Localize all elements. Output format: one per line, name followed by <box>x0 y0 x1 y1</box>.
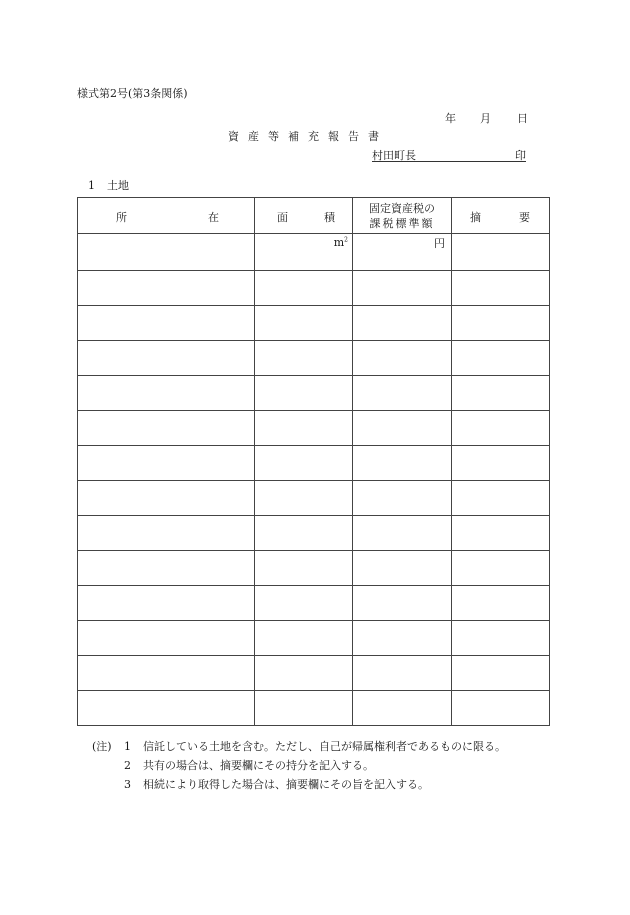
location-cell[interactable] <box>78 376 255 411</box>
location-cell[interactable] <box>78 656 255 691</box>
remarks-cell[interactable] <box>452 691 550 726</box>
header-tax-line2: 課税標準額 <box>369 216 435 230</box>
header-location <box>78 198 255 234</box>
note-text: 相続により取得した場合は、摘要欄にその旨を記入する。 <box>143 778 429 791</box>
tax-base-cell[interactable] <box>353 411 452 446</box>
unit-yen: 円 <box>434 237 445 250</box>
remarks-cell[interactable] <box>452 516 550 551</box>
location-cell[interactable] <box>78 234 255 271</box>
header-tax-base <box>353 198 452 234</box>
notes-lead: (注) <box>92 740 112 753</box>
note-text: 信託している土地を含む。ただし、自己が帰属権利者であるものに限る。 <box>143 740 506 753</box>
tax-base-cell[interactable] <box>353 481 452 516</box>
remarks-cell[interactable] <box>452 481 550 516</box>
remarks-cell[interactable] <box>452 551 550 586</box>
location-cell[interactable] <box>78 446 255 481</box>
section-label: 土地 <box>107 179 129 192</box>
location-cell[interactable] <box>78 621 255 656</box>
remarks-cell[interactable] <box>452 656 550 691</box>
area-cell[interactable] <box>255 656 353 691</box>
table-row <box>78 271 550 306</box>
location-cell[interactable] <box>78 551 255 586</box>
area-cell[interactable] <box>255 551 353 586</box>
date-line <box>445 110 528 126</box>
area-cell[interactable] <box>255 586 353 621</box>
tax-base-cell[interactable] <box>353 306 452 341</box>
location-cell[interactable] <box>78 411 255 446</box>
header-location-a: 所 <box>116 211 127 224</box>
area-cell[interactable] <box>255 516 353 551</box>
remarks-cell[interactable] <box>452 586 550 621</box>
header-area-a: 面 <box>277 211 288 224</box>
table-row <box>78 306 550 341</box>
header-remarks <box>452 198 550 234</box>
remarks-cell[interactable] <box>452 446 550 481</box>
location-cell[interactable] <box>78 691 255 726</box>
location-cell[interactable] <box>78 341 255 376</box>
tax-base-cell[interactable] <box>353 551 452 586</box>
table-header-row <box>78 198 550 234</box>
table-row <box>78 481 550 516</box>
location-cell[interactable] <box>78 271 255 306</box>
remarks-cell[interactable] <box>452 234 550 271</box>
form-number: 様式第2号(第3条関係) <box>77 87 188 100</box>
location-cell[interactable] <box>78 481 255 516</box>
table-row <box>78 656 550 691</box>
area-cell[interactable] <box>255 621 353 656</box>
table-row <box>78 341 550 376</box>
header-tax-line1: 固定資産税の <box>369 201 435 215</box>
table-row <box>78 586 550 621</box>
note-number: 3 <box>124 778 131 791</box>
remarks-cell[interactable] <box>452 376 550 411</box>
area-cell[interactable] <box>255 234 353 271</box>
header-area-b: 積 <box>324 211 335 224</box>
location-cell[interactable] <box>78 516 255 551</box>
location-cell[interactable] <box>78 586 255 621</box>
addressee-name: 村田町長 <box>372 149 416 162</box>
year-label: 年 <box>445 112 456 125</box>
notes <box>92 737 506 794</box>
tax-base-cell[interactable] <box>353 691 452 726</box>
location-cell[interactable] <box>78 306 255 341</box>
area-cell[interactable] <box>255 341 353 376</box>
table-row <box>78 446 550 481</box>
seal-mark: 印 <box>515 149 526 162</box>
area-cell[interactable] <box>255 411 353 446</box>
tax-base-cell[interactable] <box>353 234 452 271</box>
tax-base-cell[interactable] <box>353 341 452 376</box>
addressee-line <box>372 147 526 162</box>
remarks-cell[interactable] <box>452 306 550 341</box>
header-remarks-b: 要 <box>519 211 530 224</box>
area-cell[interactable] <box>255 271 353 306</box>
land-table <box>77 197 550 726</box>
table-row <box>78 234 550 271</box>
area-cell[interactable] <box>255 376 353 411</box>
tax-base-cell[interactable] <box>353 656 452 691</box>
area-cell[interactable] <box>255 481 353 516</box>
tax-base-cell[interactable] <box>353 516 452 551</box>
tax-base-cell[interactable] <box>353 586 452 621</box>
note-item <box>92 775 506 794</box>
table-row <box>78 551 550 586</box>
area-cell[interactable] <box>255 691 353 726</box>
tax-base-cell[interactable] <box>353 376 452 411</box>
table-row <box>78 376 550 411</box>
remarks-cell[interactable] <box>452 341 550 376</box>
table-row <box>78 516 550 551</box>
remarks-cell[interactable] <box>452 271 550 306</box>
note-item <box>92 737 506 756</box>
table-row <box>78 691 550 726</box>
day-label: 日 <box>517 112 528 125</box>
unit-area: $m^2$ <box>333 236 348 249</box>
remarks-cell[interactable] <box>452 411 550 446</box>
area-cell[interactable] <box>255 306 353 341</box>
note-item <box>92 756 506 775</box>
header-area <box>255 198 353 234</box>
page-title: 資産等補充報告書 <box>228 130 388 143</box>
note-number: 1 <box>124 740 131 753</box>
area-cell[interactable] <box>255 446 353 481</box>
note-number: 2 <box>124 759 131 772</box>
tax-base-cell[interactable] <box>353 446 452 481</box>
table-row <box>78 411 550 446</box>
section-number: 1 <box>88 179 95 192</box>
header-remarks-a: 摘 <box>470 211 481 224</box>
section-heading <box>88 177 129 193</box>
remarks-cell[interactable] <box>452 621 550 656</box>
table-row <box>78 621 550 656</box>
tax-base-cell[interactable] <box>353 271 452 306</box>
month-label: 月 <box>480 112 491 125</box>
header-location-b: 在 <box>208 211 219 224</box>
tax-base-cell[interactable] <box>353 621 452 656</box>
note-text: 共有の場合は、摘要欄にその持分を記入する。 <box>143 759 374 772</box>
